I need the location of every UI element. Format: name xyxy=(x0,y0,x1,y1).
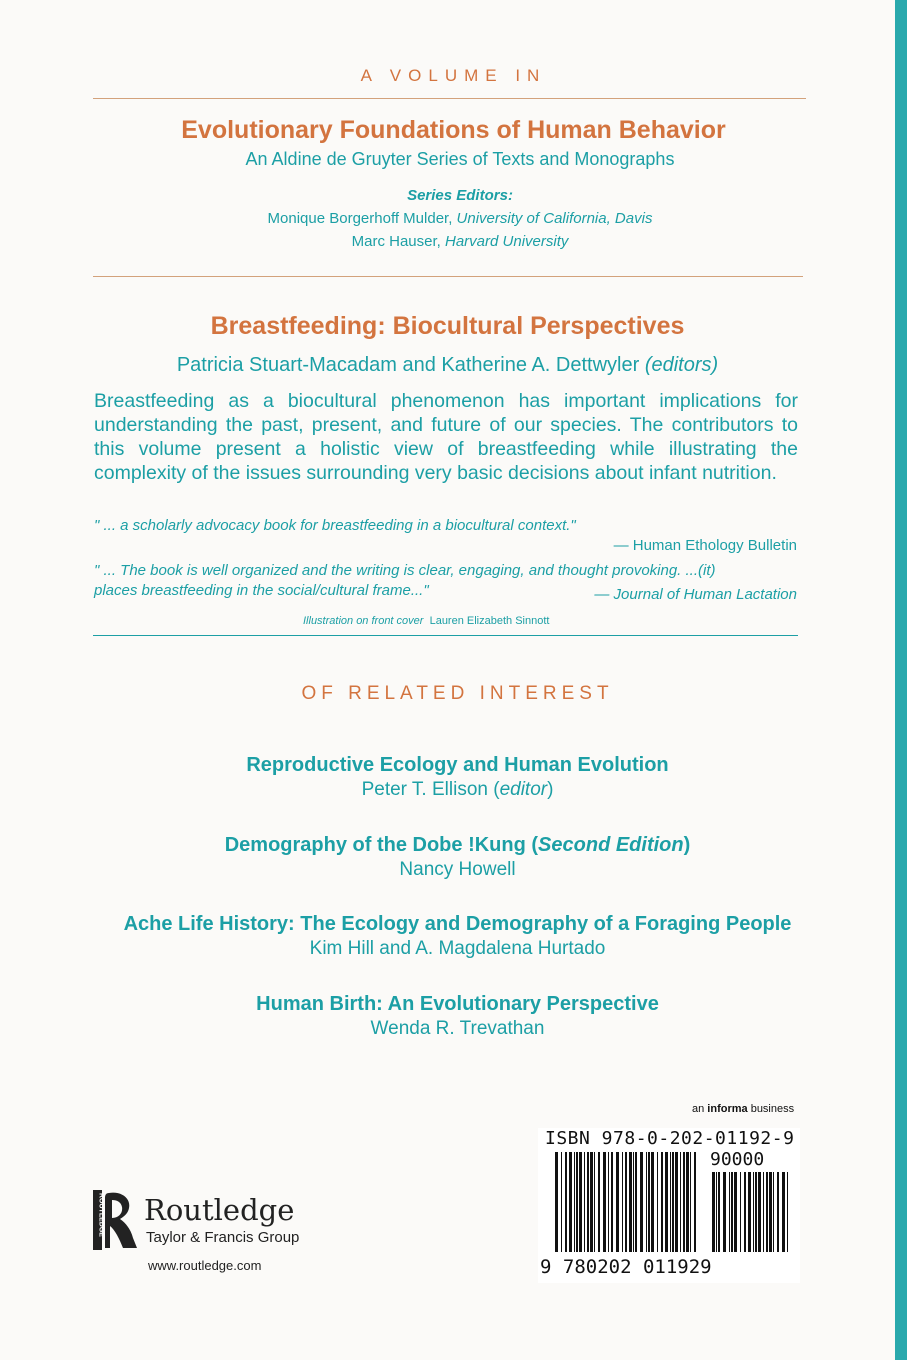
barcode-bar xyxy=(611,1152,613,1252)
barcode-bar xyxy=(622,1152,623,1252)
barcode-bar xyxy=(648,1152,650,1252)
divider-rule xyxy=(93,635,798,636)
barcode-bar xyxy=(608,1152,609,1252)
cover-illustration-credit xyxy=(303,615,549,627)
book-title: Breastfeeding: Biocultural Perspectives xyxy=(210,312,685,340)
barcode-bar xyxy=(569,1152,572,1252)
barcode-bar xyxy=(680,1152,681,1252)
cover-credit-label: Illustration on front cover xyxy=(303,615,424,627)
barcode-bar xyxy=(651,1152,654,1252)
book-editor-names: Patricia Stuart-Macadam and Katherine A. Dettwyler xyxy=(176,354,645,376)
barcode-bar xyxy=(763,1172,764,1252)
review-quote-1: " ... a scholarly advocacy book for breastfeeding in a biocultural context." xyxy=(94,517,576,534)
barcode-bar xyxy=(635,1152,637,1252)
routledge-logo-icon xyxy=(93,1190,141,1252)
publisher-name: Routledge xyxy=(144,1193,295,1227)
informa-brand: informa xyxy=(707,1103,748,1115)
barcode-bar xyxy=(769,1172,772,1252)
related-title: Reproductive Ecology and Human Evolution xyxy=(246,754,669,776)
informa-suffix: business xyxy=(747,1103,795,1115)
barcode-bar xyxy=(555,1152,558,1252)
series-subtitle: An Aldine de Gruyter Series of Texts and Monographs xyxy=(245,149,675,169)
barcode-bar xyxy=(777,1172,779,1252)
barcode-bar xyxy=(787,1172,788,1252)
paren: ) xyxy=(683,834,691,856)
barcode-bar xyxy=(773,1172,774,1252)
volume-in-label: A VOLUME IN xyxy=(360,66,547,85)
book-editors xyxy=(0,354,895,377)
barcode-bar xyxy=(587,1152,589,1252)
barcode-bar xyxy=(646,1152,647,1252)
review-source-1: — Human Ethology Bulletin xyxy=(613,537,797,554)
book-editor-role: (editors) xyxy=(644,354,719,376)
related-author xyxy=(0,779,907,801)
barcode-bar xyxy=(561,1152,562,1252)
barcode-bar xyxy=(723,1172,726,1252)
logo-wordmark: ROUTLEDGE xyxy=(97,1193,105,1237)
divider-rule xyxy=(93,98,806,99)
editor-affiliation: University of California, Davis xyxy=(456,210,653,227)
author-name: Peter T. Ellison ( xyxy=(361,779,500,800)
barcode-bar xyxy=(574,1152,575,1252)
review-quote-2-line-2: places breastfeeding in the social/cultural frame..." xyxy=(94,582,429,599)
editor-affiliation: Harvard University xyxy=(445,233,569,250)
publisher-group: Taylor & Francis Group xyxy=(146,1229,300,1246)
paren: ) xyxy=(547,779,554,800)
barcode-bar xyxy=(734,1172,737,1252)
barcode-bar xyxy=(594,1152,595,1252)
related-interest-heading: OF RELATED INTEREST xyxy=(301,683,614,704)
barcode-bar xyxy=(716,1172,717,1252)
barcode-bar xyxy=(616,1152,619,1252)
cover-credit-name: Lauren Elizabeth Sinnott xyxy=(429,615,550,627)
book-description: Breastfeeding as a biocultural phenomenon has important implications for understanding the past, present, and future of our species. The contributors to this volume present a holistic view of breastfeeding while illustrating the complexity of the issues surrounding very basic decisions about infant nutrition. xyxy=(94,390,798,484)
barcode-bar xyxy=(753,1172,754,1252)
barcode-bar xyxy=(629,1152,632,1252)
barcode-bar xyxy=(598,1152,600,1252)
title-edition: Second Edition xyxy=(538,834,684,856)
barcode-bar xyxy=(744,1172,746,1252)
ean-barcode-icon xyxy=(555,1152,700,1262)
author-role: editor xyxy=(499,779,548,800)
isbn-text: ISBN 978-0-202-01192-9 xyxy=(545,1128,795,1149)
barcode-bar xyxy=(590,1152,593,1252)
barcode-bar xyxy=(718,1172,720,1252)
barcode-bar xyxy=(672,1152,674,1252)
barcode-bar xyxy=(576,1152,578,1252)
related-author: Wenda R. Trevathan xyxy=(370,1018,545,1039)
barcode-bar xyxy=(686,1152,689,1252)
barcode-bar xyxy=(748,1172,751,1252)
barcode-bar xyxy=(731,1172,733,1252)
barcode-bar xyxy=(640,1152,643,1252)
review-source-2: — Journal of Human Lactation xyxy=(594,586,797,603)
related-author: Kim Hill and A. Magdalena Hurtado xyxy=(309,938,606,959)
series-editor-1 xyxy=(0,210,907,227)
publisher-url: www.routledge.com xyxy=(148,1258,262,1273)
related-title xyxy=(0,834,907,857)
barcode-bar xyxy=(633,1152,634,1252)
barcode-bar xyxy=(712,1172,715,1252)
editor-name: Marc Hauser, xyxy=(351,233,445,250)
barcode-bar xyxy=(755,1172,757,1252)
informa-prefix: an xyxy=(692,1103,708,1115)
related-title: Human Birth: An Evolutionary Perspective xyxy=(256,993,659,1015)
divider-rule xyxy=(93,276,803,277)
spine-edge xyxy=(895,0,907,1360)
barcode-bar xyxy=(694,1152,696,1252)
barcode-bar xyxy=(670,1152,671,1252)
barcode-bar xyxy=(740,1172,741,1252)
barcode-bar xyxy=(579,1152,582,1252)
review-quote-2-line-1: " ... The book is well organized and the writing is clear, engaging, and thought provoking. ...(it) xyxy=(94,562,716,579)
barcode-bar xyxy=(729,1172,730,1252)
series-title: Evolutionary Foundations of Human Behavior xyxy=(181,116,726,144)
barcode-bar xyxy=(782,1172,785,1252)
barcode-bar xyxy=(603,1152,606,1252)
barcode-bar xyxy=(565,1152,567,1252)
price-addon-text: 90000 xyxy=(710,1149,765,1170)
informa-business-tag xyxy=(692,1103,794,1115)
barcode-bar xyxy=(657,1152,658,1252)
barcode-bar xyxy=(758,1172,761,1252)
title-text: Demography of the Dobe !Kung ( xyxy=(224,834,539,856)
barcode-bar xyxy=(683,1152,685,1252)
barcode-bar xyxy=(690,1152,691,1252)
barcode-bar xyxy=(661,1152,663,1252)
ean-digits: 9 780202 011929 xyxy=(540,1256,712,1278)
addon-barcode-icon xyxy=(712,1172,792,1262)
related-author: Nancy Howell xyxy=(399,859,516,880)
barcode-bar xyxy=(766,1172,768,1252)
barcode-bar xyxy=(675,1152,678,1252)
editor-name: Monique Borgerhoff Mulder, xyxy=(267,210,457,227)
barcode-bar xyxy=(665,1152,668,1252)
barcode-bar xyxy=(625,1152,627,1252)
series-editors-heading: Series Editors: xyxy=(407,187,513,204)
related-title: Ache Life History: The Ecology and Demography of a Foraging People xyxy=(123,913,792,935)
series-editor-2 xyxy=(0,233,907,250)
barcode-bar xyxy=(584,1152,585,1252)
